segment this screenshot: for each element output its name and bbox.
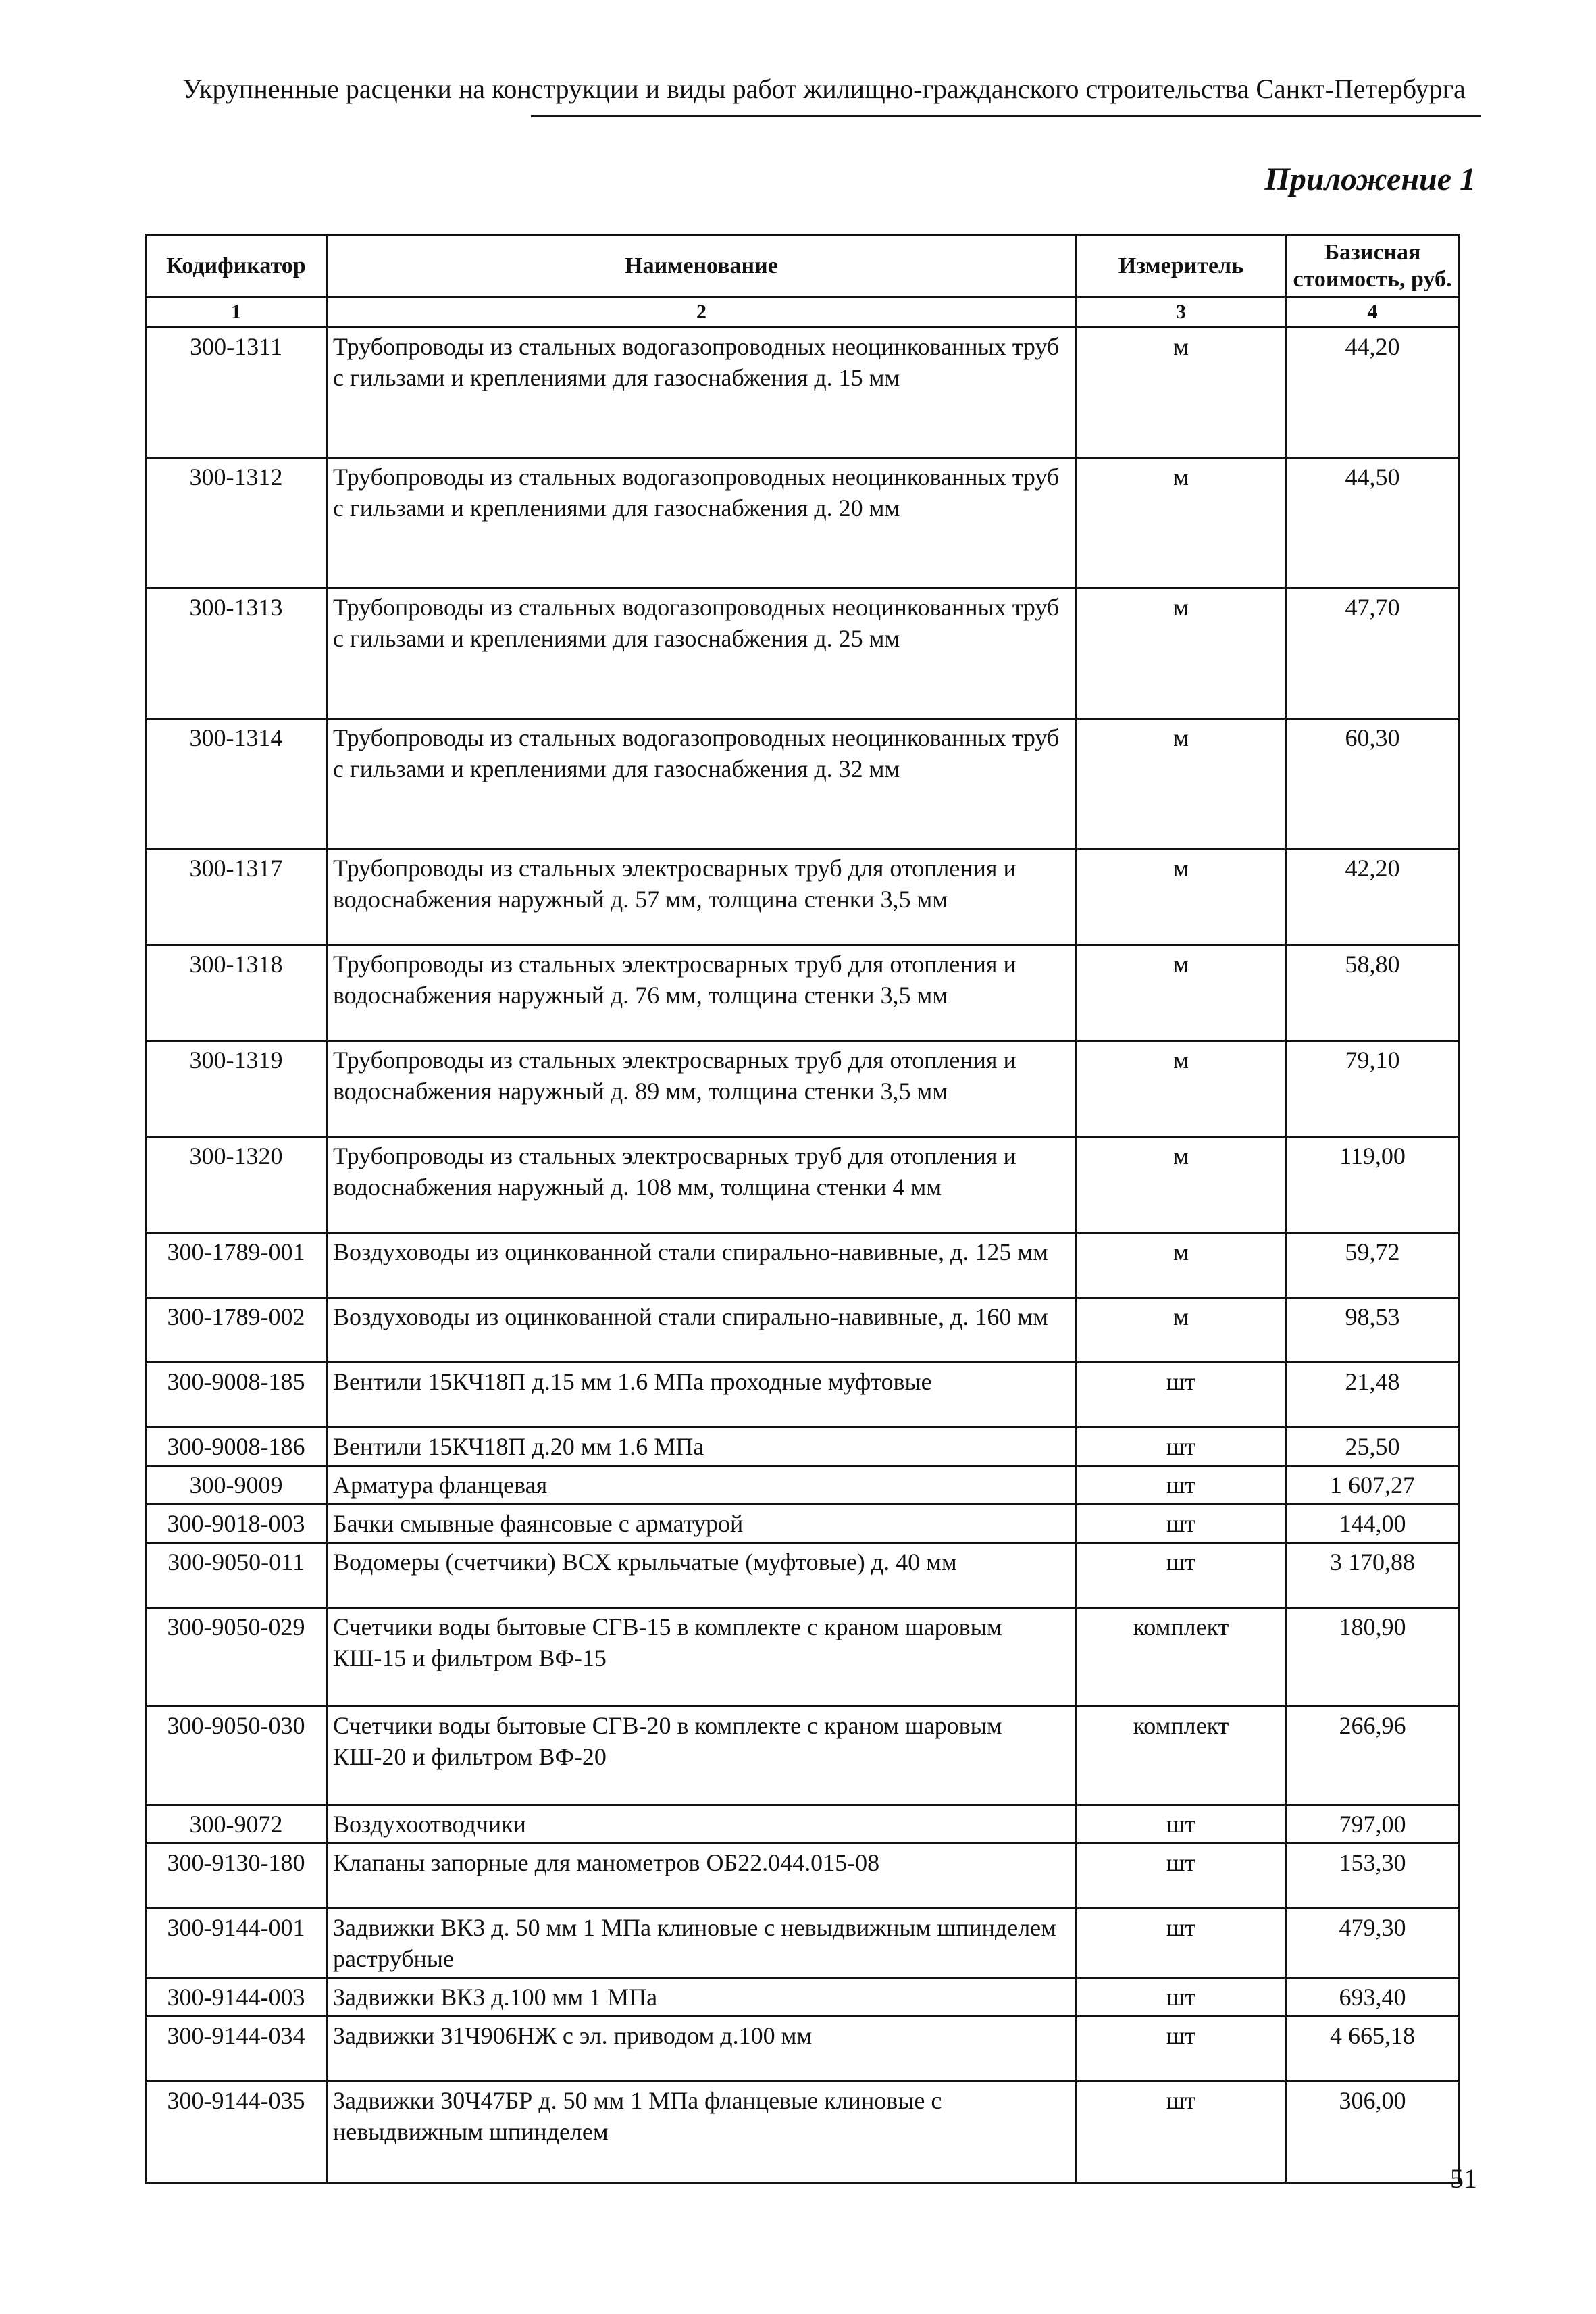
row-price: 42,20 xyxy=(1286,849,1460,945)
row-code: 300-1313 xyxy=(146,588,327,719)
column-number: 4 xyxy=(1286,297,1460,328)
row-price: 144,00 xyxy=(1286,1505,1460,1543)
page-number: 51 xyxy=(1450,2163,1477,2194)
column-number: 2 xyxy=(327,297,1077,328)
row-price: 25,50 xyxy=(1286,1428,1460,1466)
row-price: 21,48 xyxy=(1286,1363,1460,1428)
row-name: Арматура фланцевая xyxy=(327,1466,1077,1505)
row-unit: шт xyxy=(1077,1505,1286,1543)
table-row xyxy=(146,1233,1460,1298)
row-code: 300-1318 xyxy=(146,945,327,1041)
row-price: 4 665,18 xyxy=(1286,2017,1460,2082)
table-row xyxy=(146,1543,1460,1608)
row-name: Трубопроводы из стальных электросварных труб для отопления и водоснабжения наружный д. 57 мм, толщина стенки 3,5 мм xyxy=(327,849,1077,945)
row-price: 3 170,88 xyxy=(1286,1543,1460,1608)
header-rule xyxy=(531,115,1481,117)
row-code: 300-9008-186 xyxy=(146,1428,327,1466)
row-name: Счетчики воды бытовые СГВ-15 в комплекте с краном шаровым КШ-15 и фильтром ВФ-15 xyxy=(327,1608,1077,1707)
row-code: 300-9144-001 xyxy=(146,1909,327,1978)
row-price: 119,00 xyxy=(1286,1137,1460,1233)
row-unit: шт xyxy=(1077,1543,1286,1608)
row-code: 300-9009 xyxy=(146,1466,327,1505)
row-name: Трубопроводы из стальных водогазопроводных неоцинкованных труб с гильзами и креплениями для газоснабжения д. 25 мм xyxy=(327,588,1077,719)
row-price: 60,30 xyxy=(1286,719,1460,849)
row-unit: шт xyxy=(1077,1978,1286,2017)
row-code: 300-9050-029 xyxy=(146,1608,327,1707)
row-price: 58,80 xyxy=(1286,945,1460,1041)
row-code: 300-9050-011 xyxy=(146,1543,327,1608)
row-unit: комплект xyxy=(1077,1608,1286,1707)
row-name: Трубопроводы из стальных водогазопроводных неоцинкованных труб с гильзами и креплениями для газоснабжения д. 32 мм xyxy=(327,719,1077,849)
row-name: Воздуховоды из оцинкованной стали спирально-навивные, д. 125 мм xyxy=(327,1233,1077,1298)
row-unit: м xyxy=(1077,328,1286,458)
price-table xyxy=(145,234,1460,2184)
row-unit: шт xyxy=(1077,1805,1286,1844)
table-header-row xyxy=(146,235,1460,297)
row-code: 300-1311 xyxy=(146,328,327,458)
row-name: Трубопроводы из стальных водогазопроводных неоцинкованных труб с гильзами и креплениями для газоснабжения д. 15 мм xyxy=(327,328,1077,458)
row-name: Трубопроводы из стальных водогазопроводных неоцинкованных труб с гильзами и креплениями для газоснабжения д. 20 мм xyxy=(327,458,1077,588)
row-name: Задвижки 31Ч906НЖ с эл. приводом д.100 мм xyxy=(327,2017,1077,2082)
header-name: Наименование xyxy=(327,235,1077,297)
table-row xyxy=(146,1909,1460,1978)
row-unit: м xyxy=(1077,945,1286,1041)
running-header: Укрупненные расценки на конструкции и виды работ жилищно-гражданского строительства Санкт-Петербурга xyxy=(182,74,1466,104)
table-row xyxy=(146,2017,1460,2082)
row-code: 300-1317 xyxy=(146,849,327,945)
table-row xyxy=(146,945,1460,1041)
row-code: 300-1312 xyxy=(146,458,327,588)
row-price: 98,53 xyxy=(1286,1298,1460,1363)
row-price: 797,00 xyxy=(1286,1805,1460,1844)
table-row xyxy=(146,1978,1460,2017)
row-unit: шт xyxy=(1077,1466,1286,1505)
row-unit: шт xyxy=(1077,2017,1286,2082)
table-row xyxy=(146,1041,1460,1137)
row-unit: шт xyxy=(1077,1363,1286,1428)
table-row xyxy=(146,458,1460,588)
table-row xyxy=(146,1505,1460,1543)
row-code: 300-9144-034 xyxy=(146,2017,327,2082)
column-number: 3 xyxy=(1077,297,1286,328)
column-number-row xyxy=(146,297,1460,328)
table-row xyxy=(146,719,1460,849)
row-price: 47,70 xyxy=(1286,588,1460,719)
table-row xyxy=(146,1608,1460,1707)
table-row xyxy=(146,1298,1460,1363)
table-row xyxy=(146,1137,1460,1233)
row-name: Клапаны запорные для манометров ОБ22.044.015-08 xyxy=(327,1844,1077,1909)
row-price: 180,90 xyxy=(1286,1608,1460,1707)
row-name: Трубопроводы из стальных электросварных труб для отопления и водоснабжения наружный д. 108 мм, толщина стенки 4 мм xyxy=(327,1137,1077,1233)
table-row xyxy=(146,2082,1460,2183)
header-unit: Измеритель xyxy=(1077,235,1286,297)
row-unit: м xyxy=(1077,1233,1286,1298)
table-row xyxy=(146,1805,1460,1844)
row-code: 300-1319 xyxy=(146,1041,327,1137)
row-name: Воздухоотводчики xyxy=(327,1805,1077,1844)
row-unit: м xyxy=(1077,1137,1286,1233)
row-name: Задвижки ВКЗ д.100 мм 1 МПа xyxy=(327,1978,1077,2017)
row-code: 300-1320 xyxy=(146,1137,327,1233)
row-code: 300-9144-003 xyxy=(146,1978,327,2017)
row-name: Счетчики воды бытовые СГВ-20 в комплекте с краном шаровым КШ-20 и фильтром ВФ-20 xyxy=(327,1707,1077,1805)
row-code: 300-1314 xyxy=(146,719,327,849)
row-unit: м xyxy=(1077,1298,1286,1363)
table-row xyxy=(146,1428,1460,1466)
column-number: 1 xyxy=(146,297,327,328)
row-price: 306,00 xyxy=(1286,2082,1460,2183)
row-unit: м xyxy=(1077,458,1286,588)
row-code: 300-9018-003 xyxy=(146,1505,327,1543)
table-row xyxy=(146,1707,1460,1805)
header-price: Базисная стоимость, руб. xyxy=(1286,235,1460,297)
row-name: Трубопроводы из стальных электросварных труб для отопления и водоснабжения наружный д. 76 мм, толщина стенки 3,5 мм xyxy=(327,945,1077,1041)
appendix-label: Приложение 1 xyxy=(1264,161,1476,197)
row-name: Задвижки ВКЗ д. 50 мм 1 МПа клиновые с невыдвижным шпинделем раструбные xyxy=(327,1909,1077,1978)
row-name: Воздуховоды из оцинкованной стали спирально-навивные, д. 160 мм xyxy=(327,1298,1077,1363)
row-unit: м xyxy=(1077,719,1286,849)
row-price: 44,50 xyxy=(1286,458,1460,588)
table-row xyxy=(146,588,1460,719)
row-code: 300-9008-185 xyxy=(146,1363,327,1428)
row-code: 300-1789-001 xyxy=(146,1233,327,1298)
row-unit: шт xyxy=(1077,1428,1286,1466)
row-code: 300-9050-030 xyxy=(146,1707,327,1805)
row-code: 300-9144-035 xyxy=(146,2082,327,2183)
table-row xyxy=(146,1466,1460,1505)
row-price: 59,72 xyxy=(1286,1233,1460,1298)
row-price: 1 607,27 xyxy=(1286,1466,1460,1505)
row-name: Вентили 15КЧ18П д.15 мм 1.6 МПа проходные муфтовые xyxy=(327,1363,1077,1428)
row-code: 300-9072 xyxy=(146,1805,327,1844)
row-name: Водомеры (счетчики) ВСХ крыльчатые (муфтовые) д. 40 мм xyxy=(327,1543,1077,1608)
row-name: Вентили 15КЧ18П д.20 мм 1.6 МПа xyxy=(327,1428,1077,1466)
row-price: 153,30 xyxy=(1286,1844,1460,1909)
row-unit: шт xyxy=(1077,2082,1286,2183)
row-unit: м xyxy=(1077,1041,1286,1137)
row-price: 479,30 xyxy=(1286,1909,1460,1978)
row-price: 79,10 xyxy=(1286,1041,1460,1137)
row-name: Трубопроводы из стальных электросварных труб для отопления и водоснабжения наружный д. 89 мм, толщина стенки 3,5 мм xyxy=(327,1041,1077,1137)
row-unit: м xyxy=(1077,849,1286,945)
table-row xyxy=(146,1844,1460,1909)
table-row xyxy=(146,849,1460,945)
row-unit: комплект xyxy=(1077,1707,1286,1805)
row-code: 300-9130-180 xyxy=(146,1844,327,1909)
row-name: Задвижки 30Ч47БР д. 50 мм 1 МПа фланцевые клиновые с невыдвижным шпинделем xyxy=(327,2082,1077,2183)
table-row xyxy=(146,328,1460,458)
row-unit: шт xyxy=(1077,1909,1286,1978)
row-unit: шт xyxy=(1077,1844,1286,1909)
row-price: 693,40 xyxy=(1286,1978,1460,2017)
row-name: Бачки смывные фаянсовые с арматурой xyxy=(327,1505,1077,1543)
header-code: Кодификатор xyxy=(146,235,327,297)
table-row xyxy=(146,1363,1460,1428)
row-price: 44,20 xyxy=(1286,328,1460,458)
row-code: 300-1789-002 xyxy=(146,1298,327,1363)
row-price: 266,96 xyxy=(1286,1707,1460,1805)
row-unit: м xyxy=(1077,588,1286,719)
